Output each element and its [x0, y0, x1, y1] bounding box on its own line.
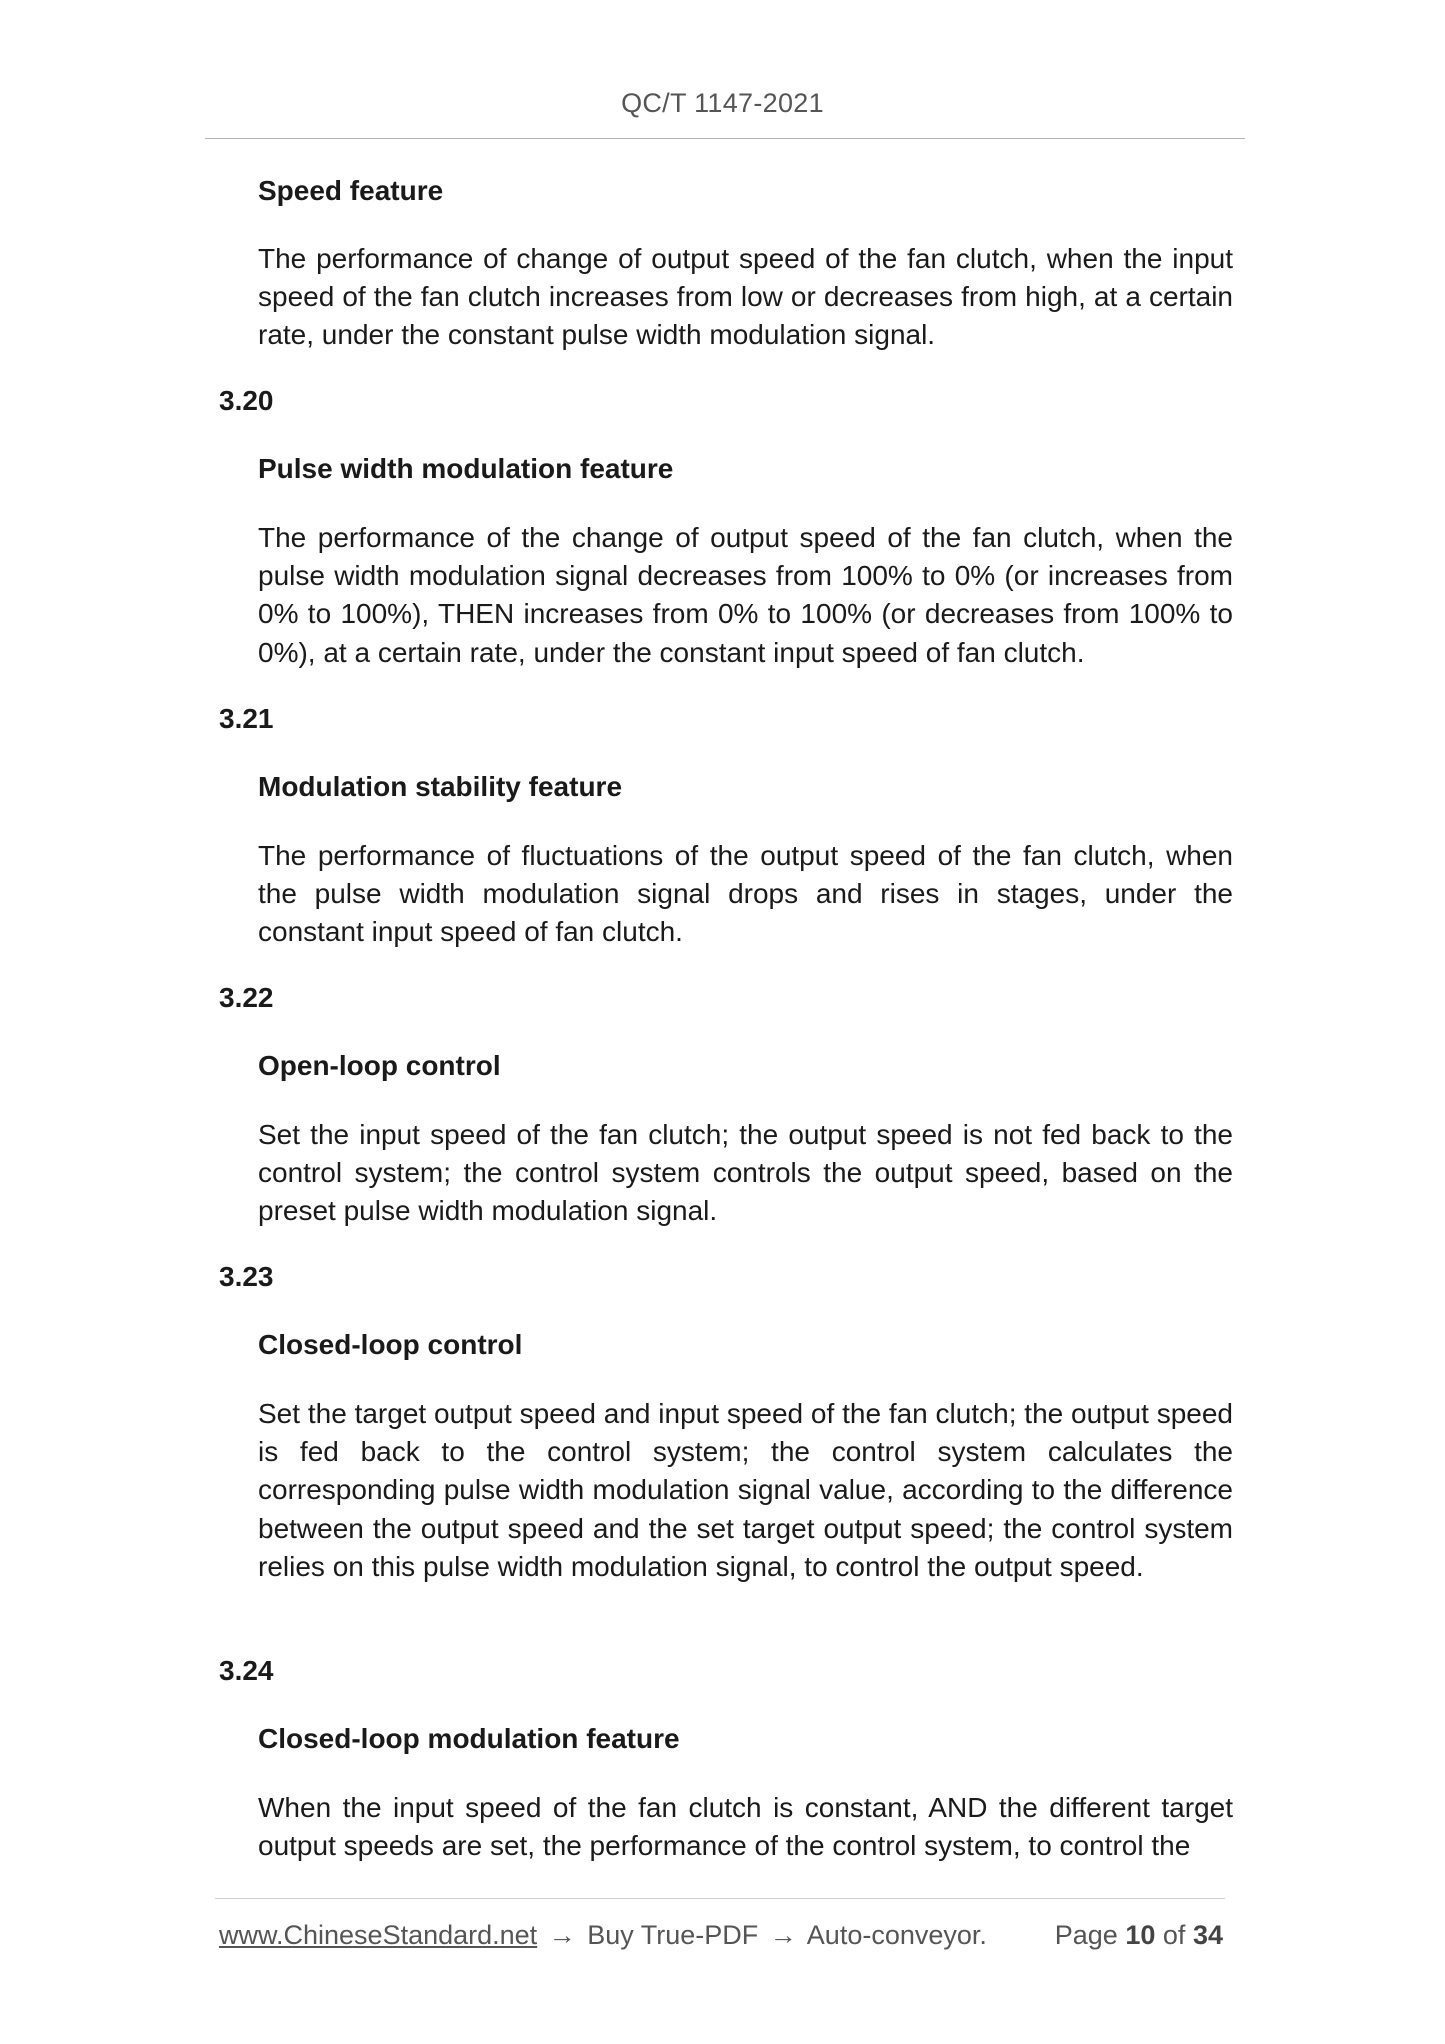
footer-links — [219, 1917, 987, 1953]
term-number-3-23: 3.23 — [219, 1261, 274, 1292]
footer-divider — [215, 1898, 1225, 1899]
category-label: Auto-conveyor. — [806, 1920, 987, 1950]
page-indicator — [1055, 1917, 1223, 1953]
term-title-speed-feature: Speed feature — [258, 175, 444, 206]
term-definition-closed-loop-control: Set the target output speed and input speed of the fan clutch; the output speed is fed back to the control system; the control system calculates the corresponding pulse width modulation signal value, according to the difference between the output speed and the set target output speed; the control system relies on this pulse width modulation signal, to control the output speed. — [258, 1398, 1233, 1582]
term-number-3-24: 3.24 — [219, 1655, 274, 1686]
right-arrow-icon: → — [548, 1920, 576, 1950]
page-word: Page — [1054, 1920, 1118, 1950]
document-header-id: QC/T 1147-2021 — [621, 88, 824, 118]
term-title-closed-loop-modulation-feature: Closed-loop modulation feature — [258, 1723, 680, 1754]
term-definition-modulation-stability-feature: The performance of fluctuations of the output speed of the fan clutch, when the pulse width modulation signal drops and rises in stages, under the constant input speed of fan clutch. — [258, 840, 1233, 948]
term-definition-open-loop-control: Set the input speed of the fan clutch; the output speed is not fed back to the control system; the control system controls the output speed, based on the preset pulse width modulation signal. — [258, 1119, 1233, 1227]
term-title-modulation-stability-feature: Modulation stability feature — [258, 771, 623, 802]
term-number-3-22: 3.22 — [219, 982, 274, 1013]
term-definition-speed-feature: The performance of change of output speed of the fan clutch, when the input speed of the fan clutch increases from low or decreases from high, at a certain rate, under the constant pulse width modulation signal. — [258, 243, 1233, 351]
buy-true-pdf-label: Buy True-PDF — [587, 1920, 759, 1950]
right-arrow-icon: → — [769, 1920, 797, 1950]
chinesestandard-site-link[interactable]: www.ChineseStandard.net — [219, 1920, 538, 1950]
term-number-3-20: 3.20 — [219, 385, 274, 416]
page-total-number: 34 — [1192, 1920, 1223, 1950]
page-of-word: of — [1162, 1920, 1186, 1950]
term-definition-pulse-width-modulation-feature: The performance of the change of output speed of the fan clutch, when the pulse width modulation signal decreases from 100% to 0% (or increases from 0% to 100%), THEN increases from 0% to 100% (or decreases from 100% to 0%), at a certain rate, under the constant input speed of fan clutch. — [258, 522, 1233, 668]
term-number-3-21: 3.21 — [219, 703, 274, 734]
term-title-pulse-width-modulation-feature: Pulse width modulation feature — [258, 453, 674, 484]
term-definition-closed-loop-modulation-feature: When the input speed of the fan clutch is constant, AND the different target output speeds are set, the performance of the control system, to control the — [258, 1792, 1233, 1862]
term-title-closed-loop-control: Closed-loop control — [258, 1329, 523, 1360]
term-title-open-loop-control: Open-loop control — [258, 1050, 501, 1081]
page-current-number: 10 — [1125, 1920, 1156, 1950]
